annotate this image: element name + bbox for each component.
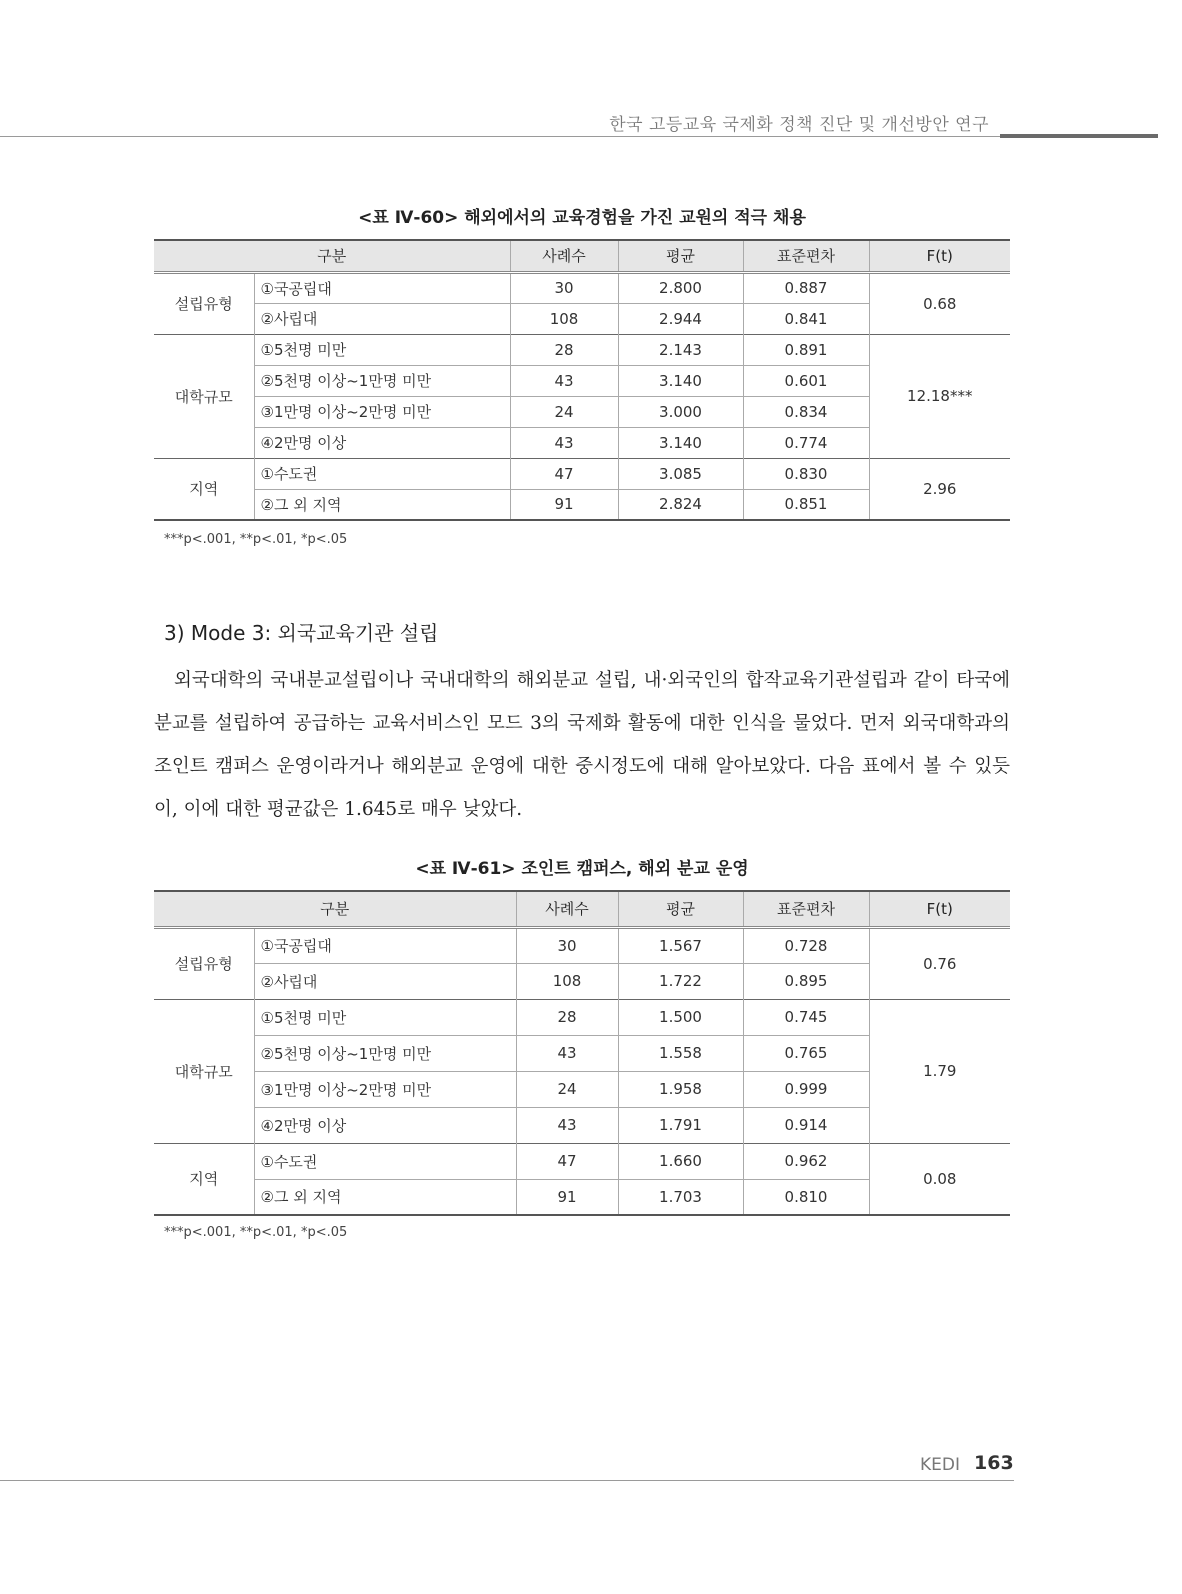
- page-number: 163: [974, 1452, 1014, 1474]
- section-heading: 3) Mode 3: 외국교육기관 설립: [164, 621, 439, 645]
- row-label: ④2만명 이상: [254, 1107, 516, 1143]
- cell-n: 47: [510, 458, 618, 489]
- cell-sd: 0.841: [743, 303, 869, 334]
- row-label: ①국공립대: [254, 272, 510, 303]
- cell-n: 47: [516, 1143, 618, 1179]
- table-row: [154, 334, 1010, 365]
- body-paragraph: 외국대학의 국내분교설립이나 국내대학의 해외분교 설립, 내·외국인의 합작교육기관설립과 같이 타국에 분교를 설립하여 공급하는 교육서비스인 모드 3의 국제화 활동에 대한 인식을 물었다. 먼저 외국대학과의 조인트 캠퍼스 운영이라거나 해외분교 운영에 대한 중시정도에 대해 알아보았다. 다음 표에서 볼 수 있듯이, 이에 대한 평균값은 1.645로 매우 낮았다.: [154, 670, 1010, 820]
- cell-f: 1.79: [869, 999, 1010, 1143]
- table-row: [154, 458, 1010, 489]
- header-rule-accent: [1000, 134, 1158, 138]
- cell-n: 28: [510, 334, 618, 365]
- cell-n: 30: [516, 927, 618, 963]
- header-rule: [0, 136, 1000, 137]
- cell-mean: 1.660: [618, 1143, 743, 1179]
- row-label: ②사립대: [254, 963, 516, 999]
- table2-col-n: 사례수: [516, 891, 618, 927]
- cell-sd: 0.830: [743, 458, 869, 489]
- table2-col-f: F(t): [869, 891, 1010, 927]
- row-label: ①5천명 미만: [254, 334, 510, 365]
- table-row: [154, 999, 1010, 1035]
- cell-sd: 0.891: [743, 334, 869, 365]
- cell-mean: 1.567: [618, 927, 743, 963]
- cell-mean: 2.944: [618, 303, 743, 334]
- row-label: ④2만명 이상: [254, 427, 510, 458]
- cell-mean: 2.824: [618, 489, 743, 520]
- cell-n: 24: [510, 396, 618, 427]
- table1-col-sd: 표준편차: [743, 240, 869, 272]
- cell-mean: 1.791: [618, 1107, 743, 1143]
- table2-caption: <표 Ⅳ-61> 조인트 캠퍼스, 해외 분교 운영: [415, 859, 749, 879]
- cell-mean: 3.000: [618, 396, 743, 427]
- row-label: ③1만명 이상~2만명 미만: [254, 1071, 516, 1107]
- footer-rule: [0, 1480, 1014, 1481]
- cell-mean: 1.703: [618, 1179, 743, 1215]
- table2-note: ***p<.001, **p<.01, *p<.05: [164, 1225, 348, 1240]
- cell-sd: 0.999: [743, 1071, 869, 1107]
- cell-sd: 0.887: [743, 272, 869, 303]
- row-label: ②사립대: [254, 303, 510, 334]
- table-row: [154, 927, 1010, 963]
- table1-caption: <표 Ⅳ-60> 해외에서의 교육경험을 가진 교원의 적극 채용: [358, 208, 806, 228]
- cell-mean: 1.558: [618, 1035, 743, 1071]
- group-label: 설립유형: [174, 295, 233, 313]
- group-label: 지역: [154, 1143, 254, 1215]
- table-row: [154, 272, 1010, 303]
- cell-n: 43: [516, 1035, 618, 1071]
- table2: [154, 890, 1010, 1216]
- cell-n: 43: [516, 1107, 618, 1143]
- cell-sd: 0.962: [743, 1143, 869, 1179]
- cell-sd: 0.774: [743, 427, 869, 458]
- footer-publisher: KEDI: [920, 1455, 960, 1475]
- cell-sd: 0.851: [743, 489, 869, 520]
- cell-n: 91: [510, 489, 618, 520]
- row-label: ②5천명 이상~1만명 미만: [254, 365, 510, 396]
- cell-n: 43: [510, 365, 618, 396]
- cell-mean: 3.140: [618, 427, 743, 458]
- cell-mean: 1.958: [618, 1071, 743, 1107]
- row-label: ②그 외 지역: [254, 1179, 516, 1215]
- group-label: 지역: [154, 458, 254, 520]
- table1-col-n: 사례수: [510, 240, 618, 272]
- cell-n: 24: [516, 1071, 618, 1107]
- cell-sd: 0.765: [743, 1035, 869, 1071]
- cell-sd: 0.914: [743, 1107, 869, 1143]
- row-label: ①5천명 미만: [254, 999, 516, 1035]
- row-label: ②그 외 지역: [254, 489, 510, 520]
- cell-n: 43: [510, 427, 618, 458]
- cell-mean: 3.085: [618, 458, 743, 489]
- table1: [154, 239, 1010, 521]
- cell-sd: 0.895: [743, 963, 869, 999]
- cell-n: 108: [510, 303, 618, 334]
- cell-sd: 0.745: [743, 999, 869, 1035]
- table1-col-mean: 평균: [618, 240, 743, 272]
- table2-col-sd: 표준편차: [743, 891, 869, 927]
- table2-col-category: 구분: [154, 891, 516, 927]
- group-label: 대학규모: [154, 334, 254, 458]
- row-label: ①수도권: [254, 458, 510, 489]
- cell-n: 91: [516, 1179, 618, 1215]
- row-label: ①수도권: [254, 1143, 516, 1179]
- cell-f: 12.18***: [869, 334, 1010, 458]
- table1-col-category: 구분: [154, 240, 510, 272]
- cell-mean: 2.143: [618, 334, 743, 365]
- row-label: ②5천명 이상~1만명 미만: [254, 1035, 516, 1071]
- group-label: 대학규모: [154, 999, 254, 1143]
- table-row: [154, 1143, 1010, 1179]
- table1-col-f: F(t): [869, 240, 1010, 272]
- cell-f: 0.76: [869, 927, 1010, 999]
- group-label: 설립유형: [174, 955, 233, 973]
- table2-col-mean: 평균: [618, 891, 743, 927]
- cell-f: 2.96: [869, 458, 1010, 520]
- row-label: ①국공립대: [254, 927, 516, 963]
- cell-sd: 0.810: [743, 1179, 869, 1215]
- table1-header-row: [154, 240, 1010, 272]
- table1-note: ***p<.001, **p<.01, *p<.05: [164, 532, 348, 547]
- cell-sd: 0.834: [743, 396, 869, 427]
- cell-sd: 0.728: [743, 927, 869, 963]
- row-label: ③1만명 이상~2만명 미만: [254, 396, 510, 427]
- table2-header-row: [154, 891, 1010, 927]
- cell-n: 30: [510, 272, 618, 303]
- running-header: 한국 고등교육 국제화 정책 진단 및 개선방안 연구: [609, 115, 989, 135]
- cell-n: 108: [516, 963, 618, 999]
- cell-mean: 1.500: [618, 999, 743, 1035]
- cell-mean: 3.140: [618, 365, 743, 396]
- cell-f: 0.08: [869, 1143, 1010, 1215]
- cell-sd: 0.601: [743, 365, 869, 396]
- cell-n: 28: [516, 999, 618, 1035]
- cell-mean: 1.722: [618, 963, 743, 999]
- cell-mean: 2.800: [618, 272, 743, 303]
- cell-f: 0.68: [869, 272, 1010, 334]
